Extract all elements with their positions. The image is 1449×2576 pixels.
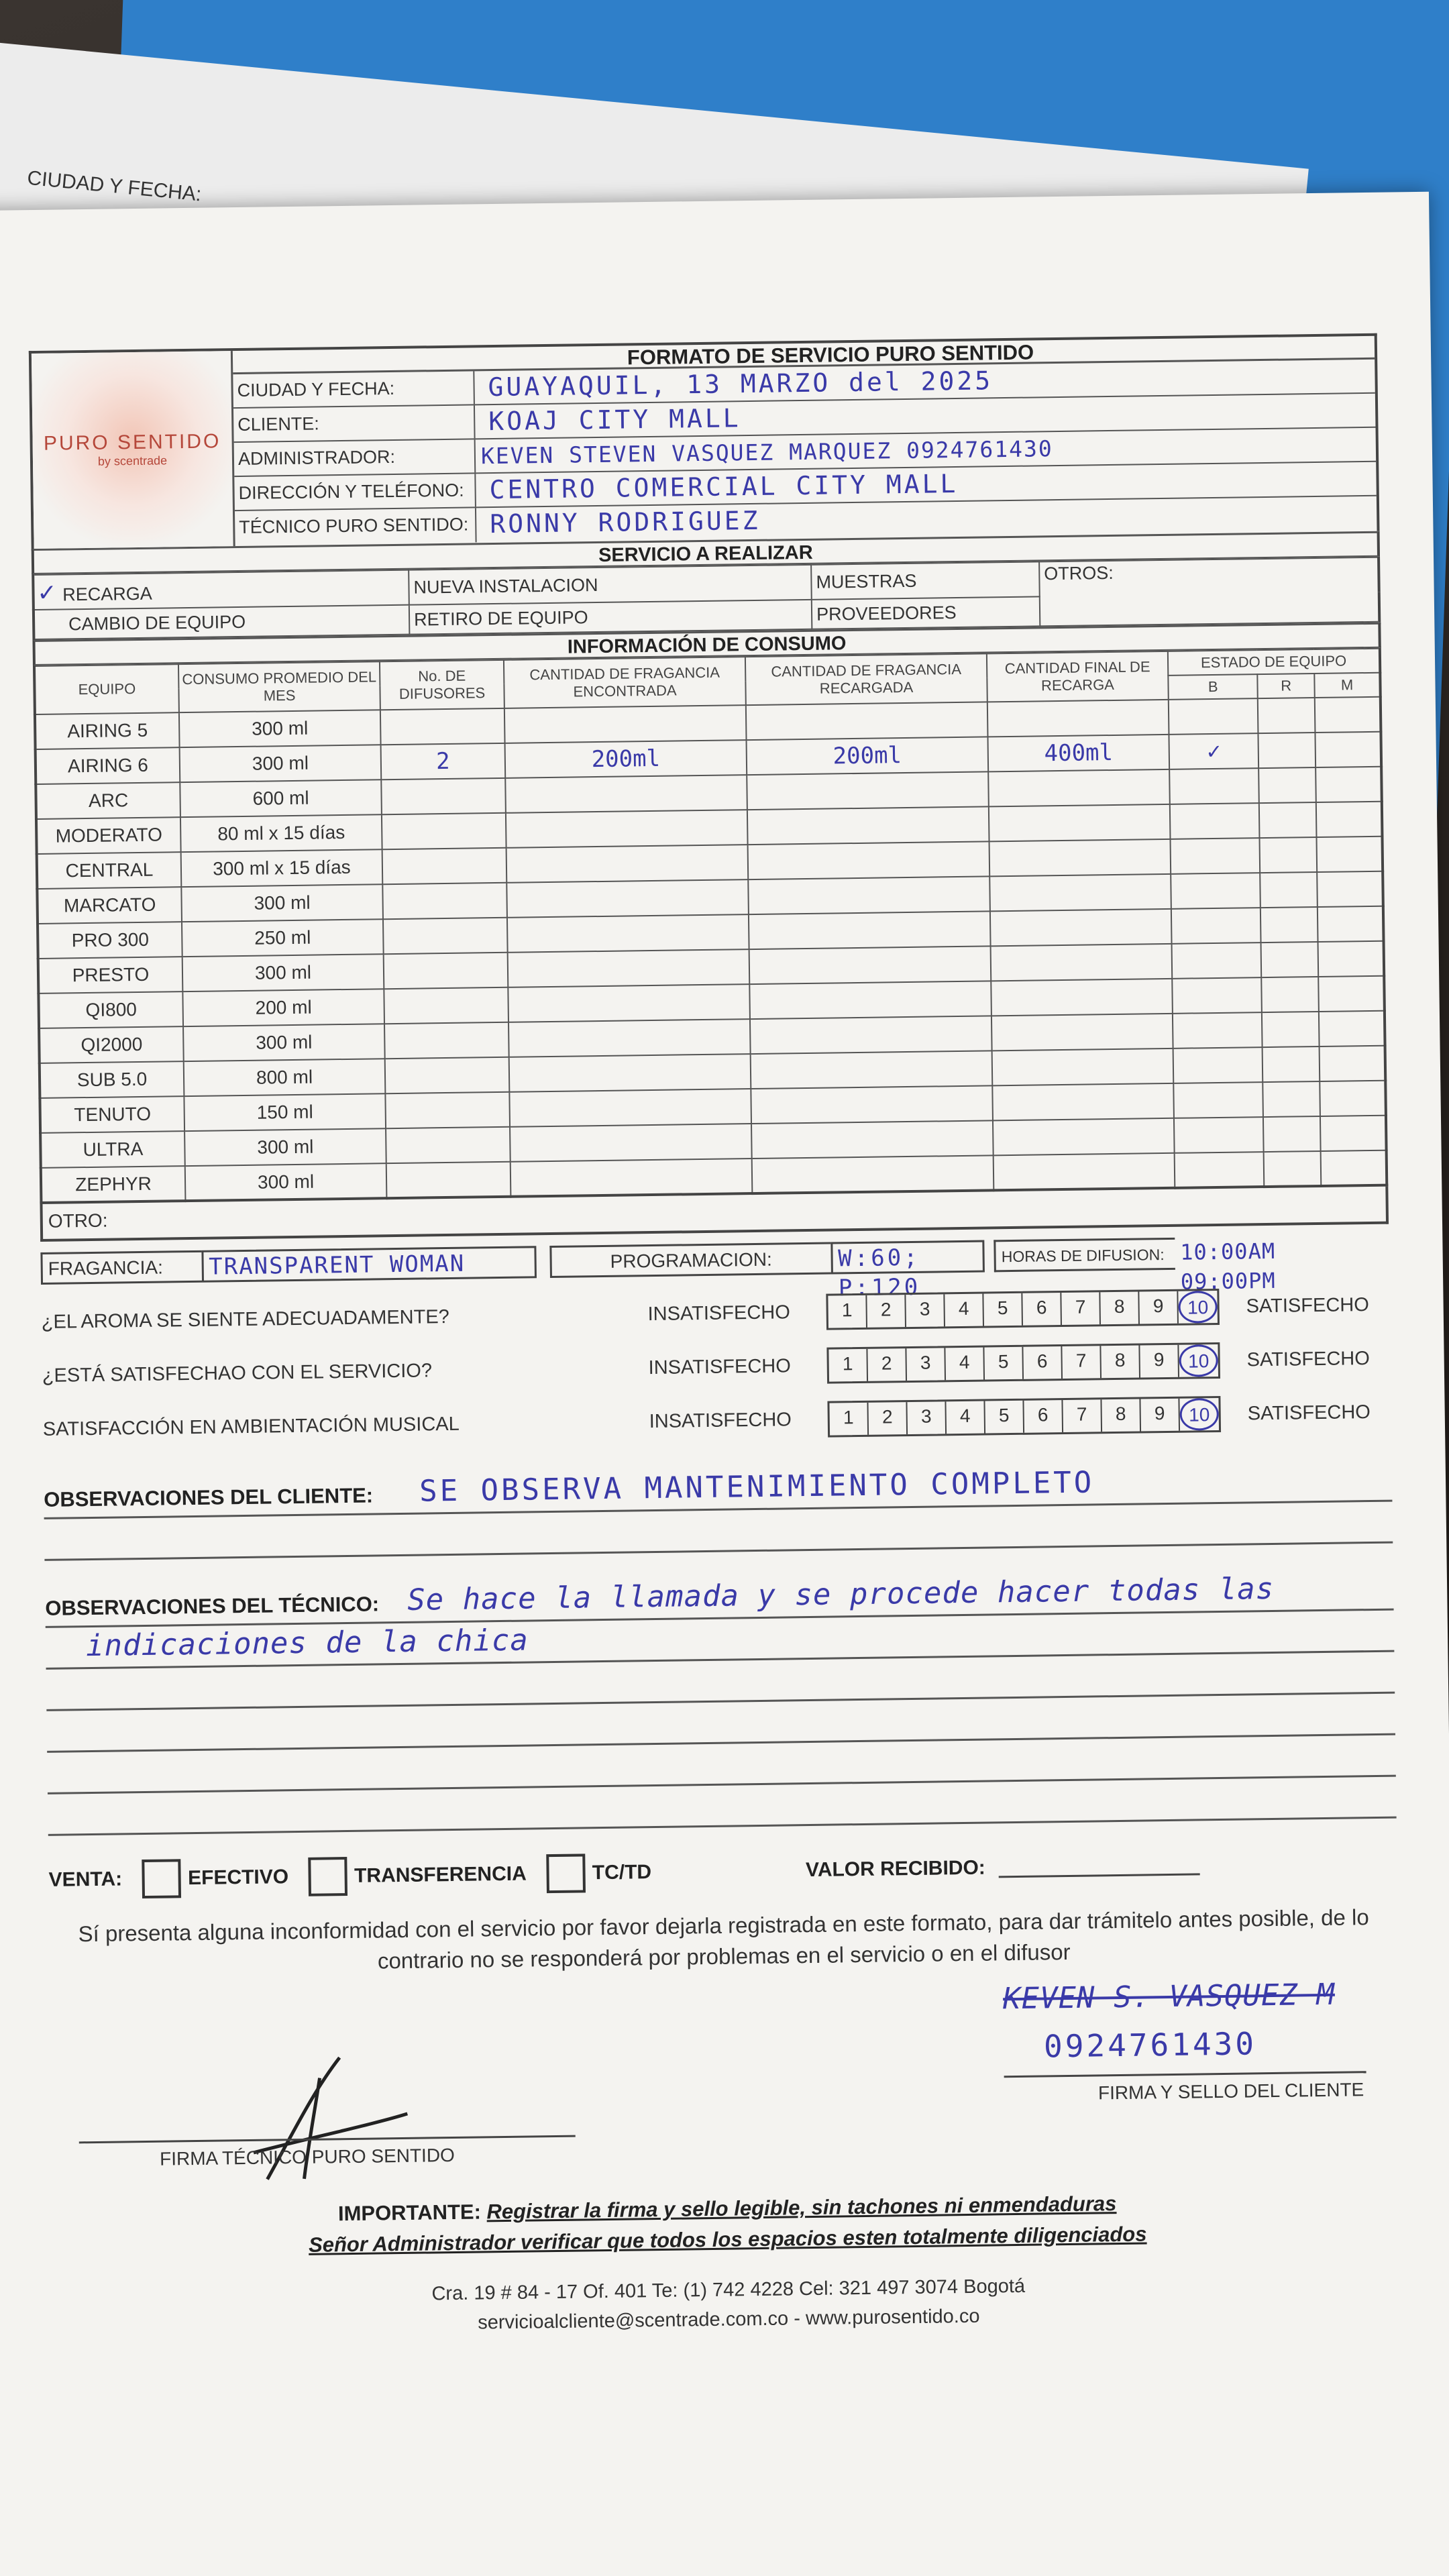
rating-option[interactable]: 3 xyxy=(906,1294,945,1327)
estado-r-cell xyxy=(1260,872,1318,908)
field-label: CIUDAD Y FECHA: xyxy=(233,371,475,407)
consumo-cell: 300 ml xyxy=(180,745,382,782)
difusores-cell xyxy=(381,778,506,814)
estado-b-cell xyxy=(1173,1082,1263,1118)
rating-option[interactable]: 3 xyxy=(906,1348,946,1381)
rating-option[interactable]: 9 xyxy=(1139,1291,1179,1324)
encontrada-cell xyxy=(505,775,747,813)
estado-b-cell xyxy=(1172,977,1262,1014)
estado-b-cell xyxy=(1171,908,1261,944)
equipo-cell: TENUTO xyxy=(40,1096,184,1133)
field-label: DIRECCIÓN Y TELÉFONO: xyxy=(234,474,476,510)
rating-scale xyxy=(826,1289,1220,1330)
rating-option[interactable]: 5 xyxy=(985,1401,1024,1434)
equipo-cell: QI800 xyxy=(38,991,183,1028)
rating-option[interactable]: 8 xyxy=(1101,1346,1140,1379)
col-header: ESTADO DE EQUIPO xyxy=(1168,649,1380,676)
recargada-cell xyxy=(748,841,990,879)
col-subheader: M xyxy=(1314,673,1380,698)
difusores-cell xyxy=(382,883,507,919)
recargada-cell xyxy=(752,1155,994,1193)
difusores-cell xyxy=(386,1127,511,1163)
encontrada-cell xyxy=(506,845,749,883)
final-cell xyxy=(989,804,1171,842)
estado-r-cell xyxy=(1260,907,1318,943)
recargada-cell xyxy=(749,911,991,949)
estado-b-cell xyxy=(1170,803,1260,839)
satisfecho-label: SATISFECHO xyxy=(1246,1347,1371,1371)
estado-r-cell xyxy=(1262,977,1319,1012)
obs-tecnico-value2: indicaciones de la chica xyxy=(85,1623,529,1664)
consumo-cell: 300 ml xyxy=(184,1128,386,1166)
final-cell xyxy=(989,874,1171,912)
consumo-cell: 300 ml xyxy=(182,954,384,991)
service-option-label: MUESTRAS xyxy=(811,561,1040,599)
client-id: 0924761430 xyxy=(1043,2025,1257,2065)
equipo-cell: ZEPHYR xyxy=(41,1166,186,1203)
footer-contact: servicioalcliente@scentrade.com.co - www.purosentido.co xyxy=(477,2305,980,2334)
obs-cliente-value: SE OBSERVA MANTENIMIENTO COMPLETO xyxy=(419,1465,1095,1509)
estado-r-cell xyxy=(1262,1012,1319,1047)
consumo-cell: 250 ml xyxy=(182,919,384,957)
rating-option[interactable]: 6 xyxy=(1022,1293,1062,1326)
estado-b-cell xyxy=(1171,838,1260,874)
footer xyxy=(54,2267,1403,2343)
recargada-cell: 200ml xyxy=(747,737,989,775)
importante-line2: Señor Administrador verificar que todos los espacios esten totalmente diligenciados xyxy=(308,2222,1147,2257)
satisfecho-label: SATISFECHO xyxy=(1246,1293,1369,1317)
insatisfecho-label: INSATISFECHO xyxy=(647,1301,790,1325)
satisfaction-question: SATISFACCIÓN EN AMBIENTACIÓN MUSICAL xyxy=(42,1413,460,1440)
rating-option[interactable]: 3 xyxy=(907,1401,947,1434)
col-header: CANTIDAD DE FRAGANCIA RECARGADA xyxy=(745,653,987,705)
final-cell xyxy=(992,1083,1174,1121)
service-option-label: NUEVA INSTALACION xyxy=(409,565,812,605)
difusores-cell xyxy=(383,918,508,954)
estado-r-cell xyxy=(1263,1046,1320,1082)
field-value: GUAYAQUIL, 13 MARZO del 2025 xyxy=(488,366,994,402)
equipo-cell: ULTRA xyxy=(40,1131,185,1168)
field-value: KEVEN STEVEN VASQUEZ MARQUEZ 0924761430 xyxy=(480,435,1053,470)
consumo-cell: 300 ml x 15 días xyxy=(181,849,383,887)
venta-option: TRANSFERENCIA xyxy=(354,1862,527,1887)
consumo-cell: 200 ml xyxy=(182,989,384,1026)
venta-option: EFECTIVO xyxy=(187,1866,289,1890)
rating-scale xyxy=(827,1396,1221,1438)
difusores-cell xyxy=(382,813,506,849)
equipo-cell: MODERATO xyxy=(36,817,181,854)
estado-b-cell xyxy=(1175,1152,1265,1188)
form-header xyxy=(29,333,1380,549)
final-cell xyxy=(990,909,1172,947)
estado-r-cell xyxy=(1261,942,1318,977)
estado-r-cell xyxy=(1263,1116,1320,1152)
header-fields xyxy=(233,336,1377,546)
recargada-cell xyxy=(748,876,990,914)
rating-option[interactable]: 10 xyxy=(1179,1398,1219,1431)
rating-option[interactable]: 8 xyxy=(1100,1292,1140,1325)
encontrada-cell xyxy=(508,984,750,1022)
insatisfecho-label: INSATISFECHO xyxy=(649,1408,792,1432)
consumo-section-title: INFORMACIÓN DE CONSUMO xyxy=(32,623,1381,665)
client-signature-line xyxy=(1004,2071,1366,2078)
logo-brand: PURO SENTIDO xyxy=(43,430,221,455)
obs-tecnico-label: OBSERVACIONES DEL TÉCNICO: xyxy=(45,1592,380,1620)
col-subheader: R xyxy=(1258,674,1315,698)
rating-option[interactable]: 4 xyxy=(945,1348,985,1381)
encontrada-cell xyxy=(509,1089,751,1127)
horas-value: 10:00AM 09:00PM xyxy=(1179,1238,1276,1295)
recargada-cell xyxy=(747,806,989,845)
form-title: FORMATO DE SERVICIO PURO SENTIDO xyxy=(233,336,1375,374)
consumo-cell: 300 ml xyxy=(183,1024,385,1061)
insatisfecho-label: INSATISFECHO xyxy=(648,1354,792,1379)
obs-tecnico-value: Se hace la llamada y se procede hacer todas las xyxy=(407,1571,1275,1617)
rating-option[interactable]: 2 xyxy=(867,1295,906,1328)
rating-option[interactable]: 1 xyxy=(828,1295,867,1328)
estado-m-cell xyxy=(1316,802,1383,837)
difusores-cell xyxy=(382,848,507,884)
consumo-cell: 300 ml xyxy=(179,710,381,747)
recargada-cell xyxy=(751,1085,993,1124)
transferencia-checkbox[interactable] xyxy=(309,1857,348,1896)
final-cell: 400ml xyxy=(987,735,1169,772)
fragancia-value: TRANSPARENT WOMAN xyxy=(201,1246,537,1283)
service-option-label: OTROS: xyxy=(1039,557,1379,627)
tctd-checkbox[interactable] xyxy=(546,1854,586,1893)
difusores-cell xyxy=(384,953,508,989)
service-option-label: CAMBIO DE EQUIPO xyxy=(34,605,410,639)
estado-m-cell xyxy=(1315,697,1381,733)
efectivo-checkbox[interactable] xyxy=(142,1859,182,1898)
rating-option[interactable]: 2 xyxy=(868,1402,908,1435)
encontrada-cell xyxy=(506,810,748,848)
rating-option[interactable]: 6 xyxy=(1024,1400,1063,1433)
final-cell xyxy=(991,1014,1173,1051)
estado-b-cell xyxy=(1174,1117,1264,1153)
rating-option[interactable]: 1 xyxy=(829,1403,869,1436)
estado-b-cell xyxy=(1169,698,1258,735)
col-header: EQUIPO xyxy=(34,664,179,714)
final-cell xyxy=(991,979,1173,1016)
final-cell xyxy=(987,700,1169,737)
footer-address: Cra. 19 # 84 - 17 Of. 401 Te: (1) 742 4228 Cel: 321 497 3074 Bogotá xyxy=(431,2275,1026,2305)
estado-m-cell xyxy=(1316,767,1382,802)
encontrada-cell xyxy=(508,949,750,987)
difusores-cell xyxy=(385,1057,510,1093)
estado-m-cell xyxy=(1318,906,1384,942)
final-cell xyxy=(989,839,1171,877)
col-header: CANTIDAD FINAL DE RECARGA xyxy=(987,651,1169,702)
col-subheader: B xyxy=(1168,674,1258,700)
recargada-cell xyxy=(747,771,989,810)
importante-text: Registrar la firma y sello legible, sin tachones ni enmendaduras xyxy=(486,2192,1117,2224)
estado-r-cell xyxy=(1260,837,1317,873)
difusores-cell xyxy=(384,987,508,1024)
service-option-recarga xyxy=(33,570,409,610)
final-cell xyxy=(991,944,1173,981)
rating-option[interactable]: 7 xyxy=(1061,1292,1101,1325)
service-form-paper xyxy=(0,192,1449,2576)
rating-option[interactable]: 7 xyxy=(1063,1399,1102,1432)
estado-m-cell xyxy=(1320,1046,1386,1081)
form-sheet xyxy=(29,333,1403,2343)
recargada-cell xyxy=(751,1051,993,1089)
back-sheet-label: CIUDAD Y FECHA: xyxy=(26,166,203,206)
encontrada-cell: 200ml xyxy=(505,740,747,778)
estado-m-cell xyxy=(1316,837,1383,872)
recargada-cell xyxy=(751,1120,994,1159)
final-cell xyxy=(993,1118,1175,1156)
equipo-cell: PRO 300 xyxy=(38,922,182,959)
inconformidad-note: Sí presenta alguna inconformidad con el servicio por favor dejarla registrada en este formato, para dar trámitelo antes posible, de lo contrario no se responderá por problemas en el servicio o en el difusor xyxy=(78,1904,1369,1974)
otro-row: OTRO: xyxy=(40,1187,1389,1242)
client-signature-caption: FIRMA Y SELLO DEL CLIENTE xyxy=(1097,2079,1364,2104)
field-value: KOAJ CITY MALL xyxy=(488,403,741,437)
estado-b-cell xyxy=(1171,873,1260,909)
col-header: CANTIDAD DE FRAGANCIA ENCONTRADA xyxy=(504,657,746,708)
check-mark-icon: ✓ xyxy=(38,576,58,608)
encontrada-cell xyxy=(504,705,747,743)
rating-option[interactable]: 4 xyxy=(945,1294,984,1327)
obs-cliente-label: OBSERVACIONES DEL CLIENTE: xyxy=(44,1483,374,1511)
estado-b-cell xyxy=(1173,1012,1263,1049)
obs-tecnico-section xyxy=(45,1557,1397,1836)
rating-scale xyxy=(826,1342,1220,1384)
recargada-cell xyxy=(749,946,991,984)
service-option-label: RETIRO DE EQUIPO xyxy=(409,600,812,635)
equipo-cell: AIRING 6 xyxy=(36,747,180,784)
rating-option[interactable]: 5 xyxy=(983,1293,1023,1326)
rating-option[interactable]: 8 xyxy=(1102,1399,1141,1432)
estado-b-cell xyxy=(1173,1047,1263,1083)
venta-row xyxy=(48,1836,1397,1907)
technician-signature-caption: FIRMA TÉCNICO PURO SENTIDO xyxy=(159,2144,455,2169)
consumo-cell: 300 ml xyxy=(181,884,383,922)
consumo-rows xyxy=(35,697,1387,1203)
estado-r-cell xyxy=(1263,1081,1320,1117)
col-header: CONSUMO PROMEDIO DEL MES xyxy=(178,661,380,712)
equipo-cell: MARCATO xyxy=(37,887,182,924)
estado-r-cell xyxy=(1258,733,1316,768)
final-cell xyxy=(992,1049,1174,1086)
estado-m-cell xyxy=(1321,1150,1387,1186)
equipo-cell: CENTRAL xyxy=(37,852,182,889)
valor-label: VALOR RECIBIDO: xyxy=(805,1856,986,1882)
consumo-cell: 150 ml xyxy=(184,1093,386,1131)
estado-b-cell xyxy=(1172,943,1262,979)
equipo-cell: PRESTO xyxy=(38,957,183,994)
encontrada-cell xyxy=(508,1019,751,1057)
estado-r-cell xyxy=(1264,1151,1321,1187)
rating-option[interactable]: 1 xyxy=(828,1349,868,1382)
satisfaction-question: ¿ESTÁ SATISFECHAO CON EL SERVICIO? xyxy=(42,1359,433,1387)
rating-option[interactable]: 9 xyxy=(1140,1399,1180,1432)
venta-label: VENTA: xyxy=(48,1868,123,1891)
rating-option[interactable]: 4 xyxy=(946,1401,985,1434)
difusores-cell xyxy=(380,708,505,745)
equipo-cell: AIRING 5 xyxy=(35,712,180,749)
estado-m-cell xyxy=(1320,1116,1387,1151)
logo-sub: by scentrade xyxy=(97,453,168,468)
satisfaction-question: ¿EL AROMA SE SIENTE ADECUADAMENTE? xyxy=(41,1305,450,1333)
service-section-title: SERVICIO A REALIZAR xyxy=(32,531,1380,574)
consumo-cell: 80 ml x 15 días xyxy=(180,814,382,852)
rating-option[interactable]: 10 xyxy=(1178,1291,1218,1324)
estado-r-cell xyxy=(1258,767,1316,803)
field-label: TÉCNICO PURO SENTIDO: xyxy=(235,508,477,545)
encontrada-cell xyxy=(510,1124,752,1162)
encontrada-cell xyxy=(509,1054,751,1092)
field-label: CLIENTE: xyxy=(233,405,476,441)
programacion-label: PROGRAMACION: xyxy=(549,1242,831,1278)
difusores-cell xyxy=(386,1162,511,1198)
rating-option[interactable]: 7 xyxy=(1062,1346,1102,1379)
difusores-cell xyxy=(385,1092,510,1128)
satisfecho-label: SATISFECHO xyxy=(1247,1401,1371,1424)
encontrada-cell xyxy=(511,1159,753,1197)
recargada-cell xyxy=(746,702,988,740)
satisfaction-block xyxy=(41,1278,1391,1456)
rating-option[interactable]: 10 xyxy=(1179,1344,1218,1377)
consumo-cell: 600 ml xyxy=(180,780,382,817)
importante-lead: IMPORTANTE: xyxy=(337,2200,482,2226)
obs-cliente-section xyxy=(44,1455,1393,1561)
final-cell xyxy=(994,1153,1175,1191)
estado-m-cell xyxy=(1319,1011,1385,1046)
service-option-label: RECARGA xyxy=(62,583,152,605)
rating-option[interactable]: 9 xyxy=(1140,1345,1179,1378)
client-signature: KEVEN S. VASQUEZ M xyxy=(1002,1977,1336,2017)
difusores-cell xyxy=(384,1022,509,1059)
field-value: RONNY RODRIGUEZ xyxy=(489,505,761,539)
rating-option[interactable]: 2 xyxy=(867,1348,907,1381)
estado-m-cell xyxy=(1317,871,1383,907)
estado-m-cell xyxy=(1315,732,1381,767)
estado-m-cell xyxy=(1320,1081,1386,1116)
equipo-cell: ARC xyxy=(36,782,180,819)
field-label: ADMINISTRADOR: xyxy=(234,439,476,476)
col-header: No. DE DIFUSORES xyxy=(380,660,504,710)
estado-b-cell: ✓ xyxy=(1169,733,1258,769)
encontrada-cell xyxy=(507,914,749,953)
estado-r-cell xyxy=(1259,802,1316,838)
estado-m-cell xyxy=(1318,941,1385,977)
equipo-cell: QI2000 xyxy=(39,1026,184,1063)
encontrada-cell xyxy=(506,879,749,918)
signatures xyxy=(50,1964,1401,2202)
recargada-cell xyxy=(750,1016,992,1054)
fragancia-label: FRAGANCIA: xyxy=(40,1250,201,1285)
final-cell xyxy=(988,769,1170,807)
equipo-cell: SUB 5.0 xyxy=(40,1061,184,1098)
rating-option[interactable]: 6 xyxy=(1023,1346,1063,1379)
fragancia-row xyxy=(40,1234,1389,1302)
recargada-cell xyxy=(749,981,991,1019)
estado-m-cell xyxy=(1318,976,1385,1012)
programacion-value: W:60; P:120 xyxy=(830,1240,985,1275)
service-option-label: PROVEEDORES xyxy=(812,596,1040,629)
rating-option[interactable]: 5 xyxy=(984,1347,1024,1380)
horas-label: HORAS DE DIFUSION: xyxy=(994,1238,1175,1273)
estado-b-cell xyxy=(1169,768,1259,804)
consumo-table xyxy=(33,648,1388,1204)
difusores-cell: 2 xyxy=(381,743,506,780)
consumo-cell: 800 ml xyxy=(184,1059,386,1096)
puro-sentido-logo xyxy=(32,351,235,549)
estado-r-cell xyxy=(1258,698,1315,733)
valor-line xyxy=(999,1855,1200,1878)
venta-option: TC/TD xyxy=(592,1861,652,1884)
field-value: CENTRO COMERCIAL CITY MALL xyxy=(489,468,959,505)
consumo-cell: 300 ml xyxy=(185,1163,387,1201)
